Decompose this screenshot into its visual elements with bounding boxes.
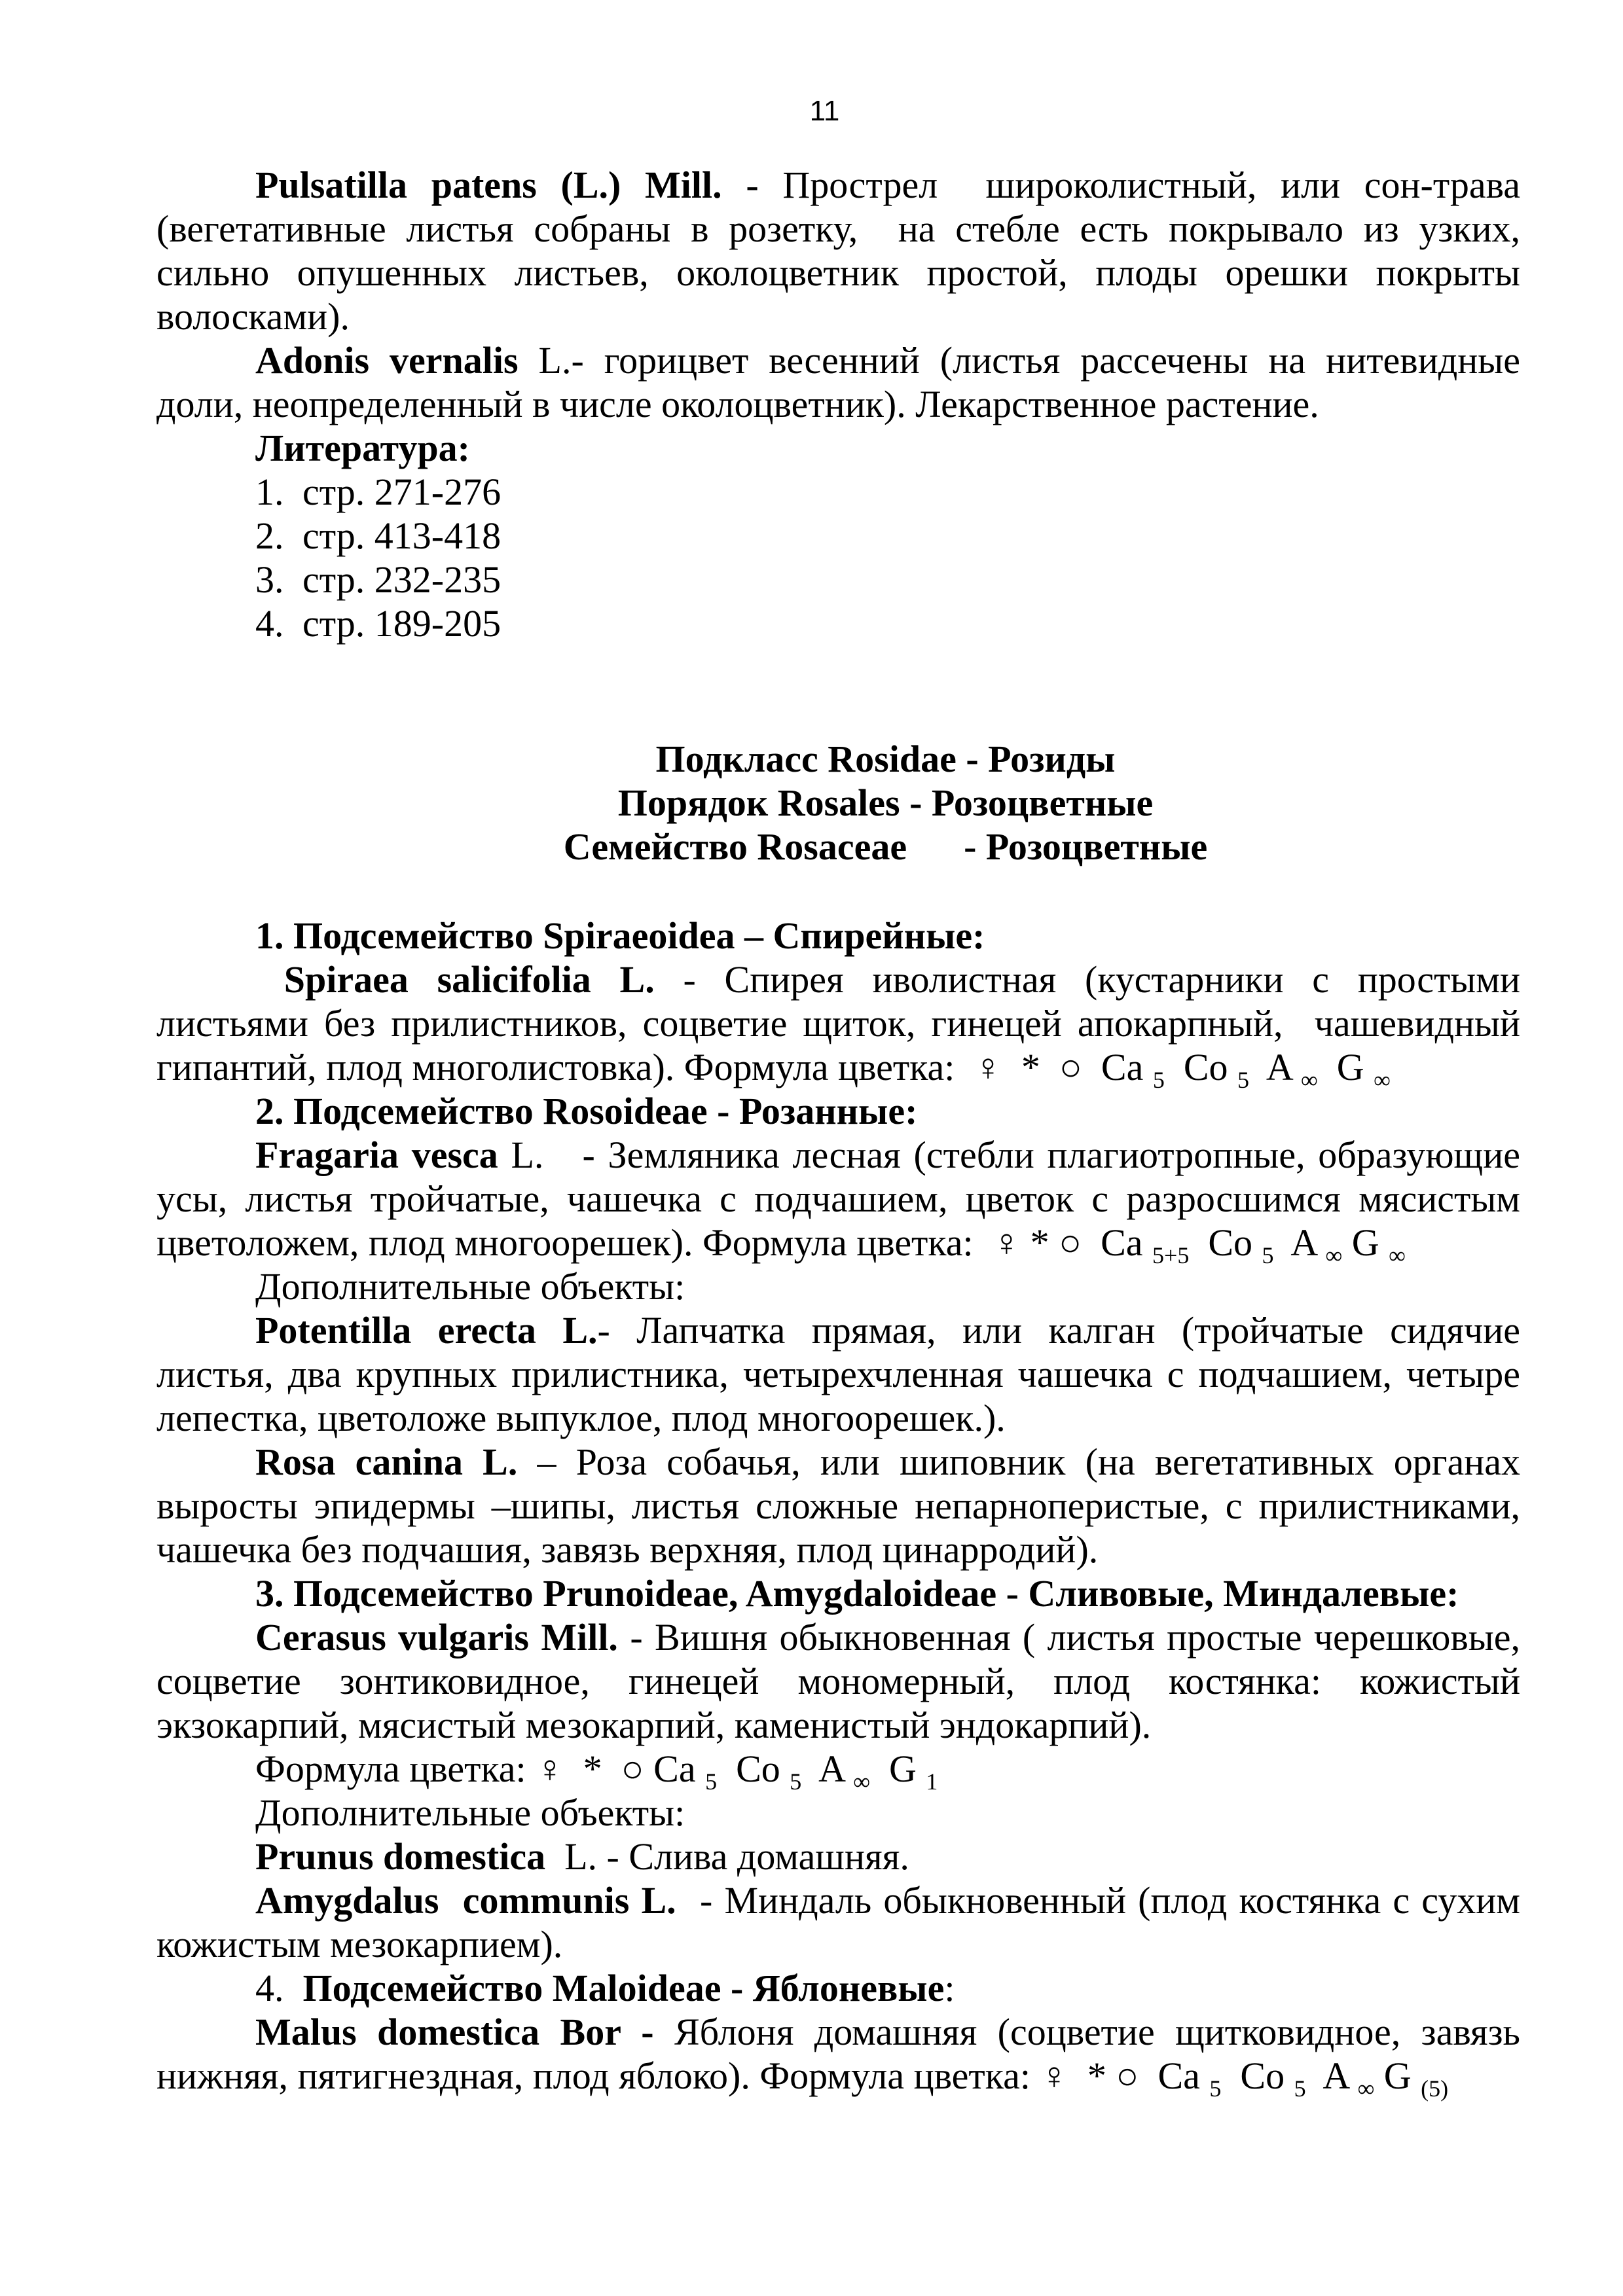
text-line <box>156 1484 1520 1528</box>
paragraph <box>156 2010 1520 2102</box>
text: L.- горицвет весенний (листья рассечены на нитевидные <box>518 339 1520 382</box>
text: L. - Слива домашняя. <box>545 1835 909 1878</box>
text: чашечка без подчашия, завязь верхняя, плод цинарродий). <box>156 1528 1099 1571</box>
bold-text: Pulsatilla patens (L.) Mill. <box>255 164 722 206</box>
text-line <box>156 338 1520 382</box>
text-line <box>156 1177 1520 1221</box>
text-line <box>156 1089 1520 1133</box>
section-heading <box>156 737 1520 869</box>
text: нижняя, пятигнездная, плод яблоко). Формула цветка: ♀ * ○ Ca <box>156 2054 1210 2097</box>
text-line <box>156 1571 1520 1615</box>
paragraph <box>156 426 1520 470</box>
text-line <box>156 2010 1520 2054</box>
text-line <box>156 1045 1520 1093</box>
text: – Роза собачья, или шиповник (на вегетативных органах <box>517 1441 1521 1483</box>
formula-subscript: ∞ <box>1357 2075 1375 2102</box>
bold-text: Amygdalus communis L. <box>255 1879 676 1922</box>
text: Формула цветка: ♀ * ○ Ca <box>255 1748 706 1790</box>
text-line <box>156 737 1520 781</box>
formula-subscript: (5) <box>1421 2075 1449 2102</box>
text: Co <box>717 1748 790 1790</box>
formula-subscript: ∞ <box>1325 1242 1343 1268</box>
text-line <box>156 1878 1520 1922</box>
bold-text: Литература: <box>255 427 470 469</box>
text: Co <box>1221 2054 1294 2097</box>
text-line <box>156 251 1520 295</box>
bold-text: 1. Подсемейство Spiraeoidea – Спирейные: <box>255 914 985 957</box>
text-line <box>156 426 1520 470</box>
text-line <box>156 207 1520 251</box>
list-number: 4. <box>255 602 284 645</box>
text-line <box>156 1922 1520 1966</box>
text: стр. 413-418 <box>302 514 501 557</box>
text: лепестка, цветоложе выпуклое, плод многоорешек.). <box>156 1397 1006 1439</box>
bold-text: Семейство Rosaceae - Розоцветные <box>563 825 1208 868</box>
formula-subscript: 5 <box>1152 1067 1165 1093</box>
text: стр. 271-276 <box>302 471 501 513</box>
bold-text: Malus domestica Bor - <box>255 2011 654 2053</box>
text-line <box>156 958 1520 1001</box>
text: A <box>1305 2054 1358 2097</box>
bold-text: Подсемейство Maloideae - Яблоневые <box>302 1967 945 2009</box>
formula-subscript: 5 <box>790 1768 802 1795</box>
text-line <box>156 1308 1520 1352</box>
text: - Лапчатка прямая, или калган (тройчатые сидячие <box>597 1309 1520 1352</box>
text: доли, неопределенный в числе околоцветник). Лекарственное растение. <box>156 383 1319 425</box>
text: усы, листья тройчатые, чашечка с подчашием, цветок с разросшимся мясистым <box>156 1177 1520 1220</box>
text: G <box>869 1748 926 1790</box>
paragraph <box>156 163 1520 338</box>
paragraph <box>156 1966 1520 2010</box>
text-line <box>156 1528 1520 1571</box>
formula-subscript: 1 <box>926 1768 938 1795</box>
bold-text: Подкласс Rosidae - Розиды <box>655 738 1116 780</box>
formula-subscript: ∞ <box>1301 1067 1318 1093</box>
paragraph <box>156 1265 1520 1308</box>
list-number: 1. <box>255 471 284 513</box>
text: листьями без прилистников, соцветие щиток, гинецей апокарпный, чашевидный <box>156 1002 1520 1045</box>
text: Дополнительные объекты: <box>255 1265 685 1308</box>
text: экзокарпий, мясистый мезокарпий, каменистый эндокарпий). <box>156 1704 1152 1746</box>
page-number: 11 <box>809 95 840 127</box>
text: - Вишня обыкновенная ( листья простые черешковые, <box>617 1616 1520 1659</box>
text: 4. <box>255 1967 303 2009</box>
bold-text: Potentilla erecta L. <box>255 1309 598 1352</box>
text: соцветие зонтиковидное, гинецей мономерный, плод костянка: кожистый <box>156 1660 1520 1702</box>
paragraph <box>156 1878 1520 1966</box>
text: гипантий, плод многолистовка). Формула цветка: ♀ * ○ Ca <box>156 1046 1153 1088</box>
text-line <box>156 1966 1520 2010</box>
list-item <box>156 514 1520 558</box>
list-item <box>156 558 1520 601</box>
paragraph <box>156 338 1520 426</box>
text-line <box>156 1265 1520 1308</box>
text: цветоложем, плод многоорешек). Формула цветка: ♀ * ○ Ca <box>156 1221 1153 1264</box>
text: - Миндаль обыкновенный (плод костянка с сухим <box>676 1879 1521 1922</box>
paragraph <box>156 1835 1520 1878</box>
list-number: 3. <box>255 558 284 601</box>
text: Дополнительные объекты: <box>255 1791 685 1834</box>
bold-text: Порядок Rosales - Розоцветные <box>617 781 1154 824</box>
text-line <box>156 295 1520 338</box>
text-line <box>156 1352 1520 1396</box>
text: Co <box>1189 1221 1262 1264</box>
formula-subscript: 5 <box>705 1768 718 1795</box>
bold-text: Rosa canina L. <box>255 1441 518 1483</box>
text: - Прострел широколистный, или сон-трава <box>721 164 1520 206</box>
bold-text: 2. Подсемейство Rosoideae - Розанные: <box>255 1090 918 1132</box>
text-line <box>156 825 1520 869</box>
text-line <box>156 1703 1520 1747</box>
bold-text: Fragaria vesca <box>255 1134 498 1176</box>
formula-subscript: ∞ <box>1374 1067 1391 1093</box>
text: Яблоня домашняя (соцветие щитковидное, завязь <box>653 2011 1520 2053</box>
text: A <box>801 1748 854 1790</box>
paragraph <box>156 1308 1520 1440</box>
paragraph <box>156 1133 1520 1268</box>
text: L. - Земляника лесная (стебли плагиотропные, образующие <box>498 1134 1520 1176</box>
paragraph <box>156 1747 1520 1795</box>
bold-text: Cerasus vulgaris Mill. <box>255 1616 618 1659</box>
text: A <box>1273 1221 1326 1264</box>
text: волосками). <box>156 295 350 338</box>
bold-text: Adonis vernalis <box>255 339 519 382</box>
paragraph <box>156 958 1521 1093</box>
text-line <box>156 382 1520 426</box>
text: стр. 189-205 <box>302 602 501 645</box>
paragraph <box>156 1615 1520 1747</box>
text: G <box>1374 2054 1421 2097</box>
text: выросты эпидермы –шипы, листья сложные непарноперистые, с прилистниками, <box>156 1484 1520 1527</box>
formula-subscript: 5+5 <box>1152 1242 1190 1268</box>
list-number: 2. <box>255 514 284 557</box>
text-line <box>156 781 1520 825</box>
formula-subscript: ∞ <box>853 1768 870 1795</box>
text: листья, два крупных прилистника, четырехчленная чашечка с подчашием, четыре <box>156 1353 1520 1395</box>
formula-subscript: 5 <box>1237 1067 1250 1093</box>
text: A <box>1249 1046 1302 1088</box>
text-line <box>156 1396 1520 1440</box>
list-item <box>156 470 1520 514</box>
text-line <box>156 1747 1520 1795</box>
formula-subscript: 5 <box>1262 1242 1274 1268</box>
text-line <box>156 1659 1520 1703</box>
text: кожистым мезокарпием). <box>156 1923 563 1965</box>
reference-list <box>156 470 1520 645</box>
text: стр. 232-235 <box>302 558 501 601</box>
text: G <box>1342 1221 1389 1264</box>
paragraph <box>156 914 1520 958</box>
formula-subscript: ∞ <box>1389 1242 1406 1268</box>
text: - Спирея иволистная (кустарники с простыми <box>654 958 1521 1001</box>
paragraph <box>156 1791 1520 1835</box>
text-line <box>156 1440 1520 1484</box>
formula-subscript: 5 <box>1209 2075 1222 2102</box>
paragraph <box>156 1089 1520 1133</box>
text: : <box>944 1967 955 2009</box>
paragraph <box>156 1571 1520 1615</box>
text-line <box>156 1221 1520 1268</box>
formula-subscript: 5 <box>1294 2075 1306 2102</box>
text-line <box>156 1615 1520 1659</box>
text: сильно опушенных листьев, околоцветник простой, плоды орешки покрыты <box>156 251 1520 294</box>
text-line <box>156 1835 1520 1878</box>
text-line <box>156 1791 1520 1835</box>
bold-text: 3. Подсемейство Prunoideae, Amygdaloideae - Сливовые, Миндалевые: <box>255 1572 1459 1615</box>
text-line <box>156 1133 1520 1177</box>
text-line <box>156 1001 1520 1045</box>
bold-text: Spiraea salicifolia L. <box>255 958 655 1001</box>
text-line <box>156 914 1520 958</box>
text: Co <box>1164 1046 1238 1088</box>
text-line <box>156 2054 1520 2102</box>
list-item <box>156 601 1520 645</box>
text: G <box>1317 1046 1374 1088</box>
bold-text: Prunus domestica <box>255 1835 546 1878</box>
text-line <box>156 163 1520 207</box>
document-body <box>156 163 1521 2102</box>
paragraph <box>156 1440 1520 1571</box>
text: (вегетативные листья собраны в розетку, на стебле есть покрывало из узких, <box>156 207 1520 250</box>
